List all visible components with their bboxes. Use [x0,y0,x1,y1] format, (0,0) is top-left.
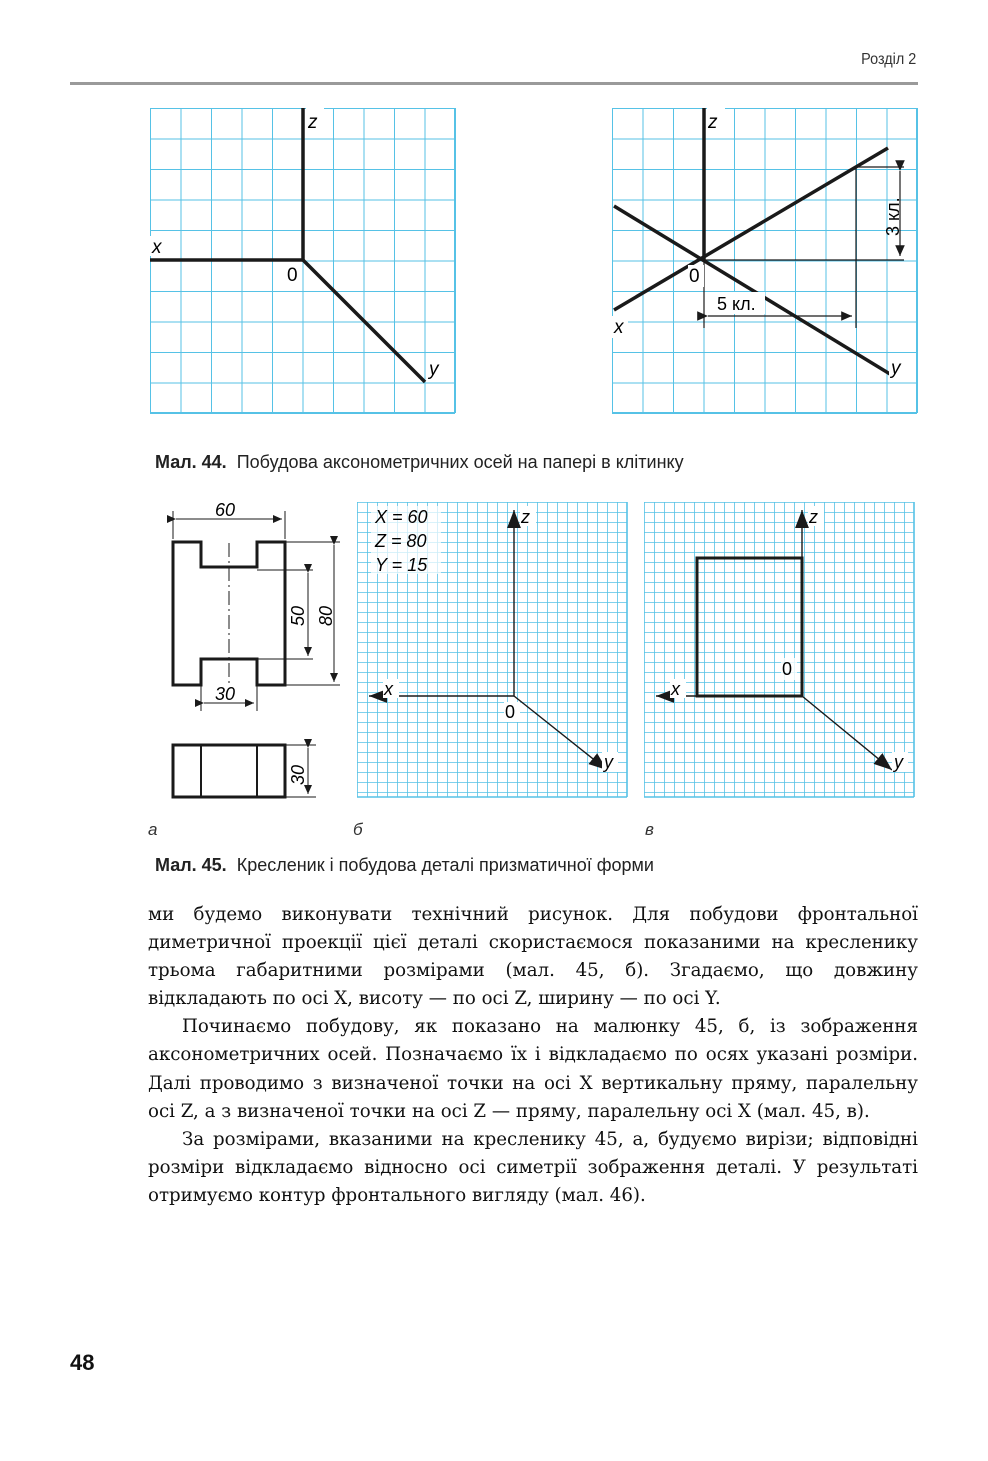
origin-label: 0 [287,265,298,286]
paragraph-2: Починаємо побудову, як показано на малюнку 45, б, із зображення аксонометричних осей. Позначаємо їх і відкладаємо по осях указані розміри. Далі проводимо з визначеної точки на осі X вертикальну пряму, паралельну осі Z, а з визначеної точки на осі Z — пряму, паралельну осі X (мал. 45, в). [148,1016,918,1122]
dim-depth-label: 30 [288,764,308,785]
sublabel-a: а [148,820,158,839]
dim-inner-label: 50 [288,605,308,626]
caption-label: Мал. 45. [155,855,227,875]
z-label: z [308,112,318,133]
fig45-b-drawing [353,498,633,803]
z-label: z [809,507,818,527]
y-label: y [891,358,901,379]
page-number: 48 [70,1350,95,1375]
y-label: y [429,359,439,380]
top-view [173,745,285,797]
sublabel-c: в [645,820,654,839]
fig45-c-drawing [640,498,920,803]
figure-45-caption [155,855,654,876]
x-label: x [152,237,162,258]
y-label: y [604,752,613,772]
x-label: x [384,679,393,699]
fig44-right-axes [600,100,930,420]
sublabel-b: б [353,820,363,839]
origin-label: 0 [782,659,793,679]
paragraph-3: За розмірами, вказаними на кресленику 45, а, будуємо вирізи; відповідні розміри відкладаємо відносно осі симетрії зображення деталі. У результаті отримуємо контур фронтального вигляду (мал. 46). [148,1128,918,1206]
fig44-left-axes [140,100,470,420]
x-label: x [614,317,624,338]
caption-text: Побудова аксонометричних осей на папері в клітинку [236,452,684,472]
caption-label: Мал. 44. [155,452,227,472]
caption-text: Кресленик і побудова деталі призматичної форми [236,855,654,875]
z-label: z [708,112,718,133]
dim-height-label: 80 [316,605,336,626]
z-label: z [521,507,530,527]
dim-width-label: 60 [215,500,236,520]
dim-cut-label: 30 [215,684,236,704]
origin-label: 0 [689,266,700,287]
dim-v-label: 3 кл. [883,197,903,236]
origin-label: 0 [505,702,516,722]
fig45-a-drawing [160,495,360,815]
size-x-label: X = 60 [375,507,428,527]
x-label: x [671,679,680,699]
section-label: Розділ 2 [860,51,916,68]
dim-h-label: 5 кл. [717,294,756,314]
figure-44-caption [155,452,684,473]
size-y-label: Y = 15 [375,555,428,575]
size-z-label: Z = 80 [375,531,427,551]
paragraph-1: ми будемо виконувати технічний рисунок. Для побудови фронтальної диметричної проекції цієї деталі скористаємося показаними на кресленику трьома габаритними розмірами (мал. 45, б). Згадаємо, що довжину відкладають по осі X, висоту — по осі Z, ширину — по осі Y. [148,904,918,1010]
y-label: y [894,752,903,772]
header-rule [70,82,918,85]
body-text [148,901,918,1210]
